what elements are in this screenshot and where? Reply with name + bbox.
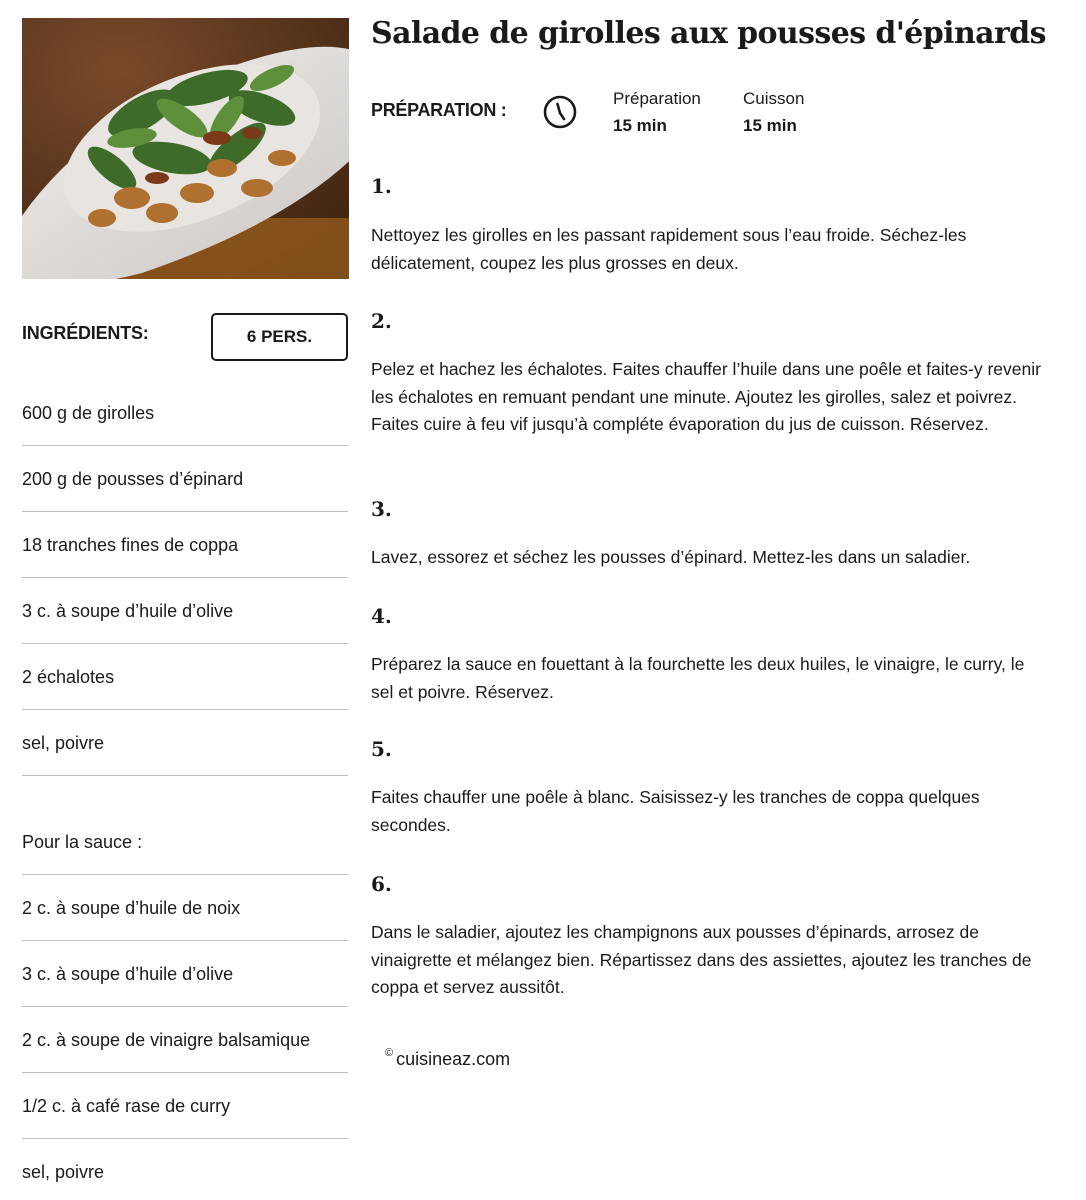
ingredient-item: sel, poivre <box>22 710 348 776</box>
step-text: Pelez et hachez les échalotes. Faites chauffer l’huile dans une poêle et faites-y revenir les échalotes en remuant pendant une minute. Ajoutez les girolles, salez et poivrez. Faites cuire à feu vif jusqu’à compléte évaporation du jus de cuisson. Réservez. <box>371 359 1041 434</box>
cook-time-label: Cuisson <box>743 89 805 108</box>
ingredient-item: 3 c. à soupe d’huile d’olive <box>22 578 348 644</box>
servings-button[interactable]: 6 PERS. <box>211 313 348 361</box>
source-name: cuisineaz.com <box>396 1049 511 1069</box>
step-text: Dans le saladier, ajoutez les champignons aux pousses d’épinards, arrosez de vinaigrette et mélangez bien. Répartissez dans des assiettes, ajoutez les tranches de coppa et servez aussitôt. <box>371 922 1032 997</box>
cook-time-value: 15 min <box>743 116 797 135</box>
step-number: 6. <box>371 872 392 896</box>
step-number: 2. <box>371 309 392 333</box>
step-text: Faites chauffer une poêle à blanc. Saisissez-y les tranches de coppa quelques secondes. <box>371 787 980 835</box>
step-text: Nettoyez les girolles en les passant rapidement sous l’eau froide. Séchez-les délicatement, coupez les plus grosses en deux. <box>371 225 967 273</box>
ingredient-item: 18 tranches fines de coppa <box>22 512 348 578</box>
prep-time <box>613 88 701 137</box>
step-number: 3. <box>371 497 392 521</box>
ingredients-title: INGRÉDIENTS: <box>22 323 149 343</box>
ingredient-item: 200 g de pousses d’épinard <box>22 446 348 512</box>
sauce-section-title: Pour la sauce : <box>22 776 348 875</box>
clock-icon <box>543 95 577 129</box>
sauce-ingredient-item: 1/2 c. à café rase de curry <box>22 1073 348 1139</box>
sauce-ingredient-item: 2 c. à soupe d’huile de noix <box>22 875 348 941</box>
recipe-photo <box>22 18 349 279</box>
ingredients-header <box>22 313 348 361</box>
sauce-ingredient-item: sel, poivre <box>22 1162 105 1182</box>
step-number: 5. <box>371 737 392 761</box>
step-text: Préparez la sauce en fouettant à la fourchette les deux huiles, le vinaigre, le curry, le sel et poivre. Réservez. <box>371 654 1025 702</box>
ingredient-item: 600 g de girolles <box>22 380 348 446</box>
copyright-symbol: © <box>385 1047 394 1059</box>
step-text: Lavez, essorez et séchez les pousses d’épinard. Mettez-les dans un saladier. <box>371 547 971 567</box>
ingredient-item: 2 échalotes <box>22 644 348 710</box>
sauce-ingredient-item: 2 c. à soupe de vinaigre balsamique <box>22 1007 348 1073</box>
ingredients-list <box>22 380 348 1200</box>
cook-time <box>743 88 804 137</box>
recipe-title: Salade de girolles aux pousses d'épinards <box>371 16 1046 51</box>
sauce-ingredient-item: 3 c. à soupe d’huile d’olive <box>22 941 348 1007</box>
prep-time-label: Préparation <box>613 89 701 108</box>
preparation-label: PRÉPARATION : <box>371 100 507 120</box>
copyright-source <box>385 1049 510 1070</box>
step-number: 1. <box>371 174 392 198</box>
step-number: 4. <box>371 604 392 628</box>
prep-time-value: 15 min <box>613 116 667 135</box>
